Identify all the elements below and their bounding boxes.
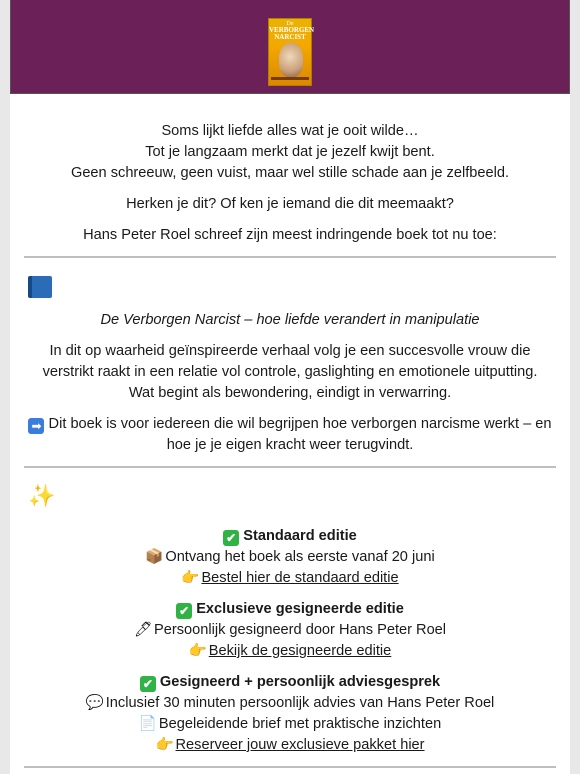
check-icon: ✔ [176,603,192,619]
pointing-hand-icon: 👉 [155,737,174,753]
pen-icon: 🖊 [133,622,153,638]
intro-question: Herken je dit? Of ken je iemand die dit meemaakt? [126,196,454,212]
intro-line: Geen schreeuw, geen vuist, maar wel stille schade aan je zelfbeeld. [70,165,510,181]
divider [24,466,556,468]
book-desc-line: verstrikt raakt in een relatie vol controle, gaslighting en emotionele uitputting. [42,364,538,380]
divider [24,766,556,768]
edition-standard [26,526,554,589]
book-title: De Verborgen Narcist – hoe liefde verandert in manipulatie [100,312,480,328]
document-icon: 📄 [138,716,157,732]
reserve-package-link[interactable]: Reserveer jouw exclusieve pakket hier [175,737,425,753]
sparkles-icon: ✨ [28,483,56,508]
package-icon: 📦 [145,549,164,565]
book-audience-cont: hoe je je eigen kracht weer terugvindt. [166,437,414,453]
edition-link-row [26,641,554,662]
edition-detail: 📦 Ontvang het boek als eerste vanaf 20 juni [26,547,554,568]
edition-detail: 🖊 Persoonlijk gesigneerd door Hans Peter Roel [26,620,554,641]
edition-signed-advice [26,672,554,756]
cover-band [271,77,309,80]
intro-line: Tot je langzaam merkt dat je jezelf kwijt bent. [145,144,435,160]
cover-title-main: VERBORGEN NARCIST [269,26,315,41]
check-icon: ✔ [223,530,239,546]
edition-title: ✔ Exclusieve gesigneerde editie [26,599,554,620]
order-standard-link[interactable]: Bestel hier de standaard editie [201,570,399,586]
edition-link-row [26,735,554,756]
intro-lead: Hans Peter Roel schreef zijn meest indringende boek tot nu toe: [83,227,497,243]
edition-link-row [26,568,554,589]
edition-title: ✔ Gesigneerd + persoonlijk adviesgesprek [26,672,554,693]
book-audience: ➡ Dit boek is voor iedereen die wil begrijpen hoe verborgen narcisme werkt – en [26,414,554,435]
sparkles-row [26,478,554,514]
pointing-hand-icon: 👉 [188,643,207,659]
arrow-right-icon: ➡ [28,418,44,434]
book-cover-image[interactable] [268,18,315,86]
edition-detail: 📄 Begeleidende brief met praktische inzichten [26,714,554,735]
check-icon: ✔ [140,676,156,692]
view-signed-link[interactable]: Bekijk de gesigneerde editie [208,643,392,659]
intro-line: Soms lijkt liefde alles wat je ooit wilde… [161,123,419,139]
main-content [10,94,570,768]
speech-bubble-icon: 💬 [85,695,104,711]
cover-title-small: De [286,21,294,27]
book-desc-line: Wat begint als bewondering, eindigt in verwarring. [128,385,452,401]
pointing-hand-icon: 👉 [181,570,200,586]
book-desc-line: In dit op waarheid geïnspireerde verhaal volg je een succesvolle vrouw die [49,343,531,359]
edition-detail: 💬 Inclusief 30 minuten persoonlijk advies van Hans Peter Roel [26,693,554,714]
book-icon [28,276,52,298]
cover-portrait [279,43,303,77]
intro-section [26,94,554,246]
divider [24,256,556,258]
edition-signed [26,599,554,662]
book-emoji-row [26,268,554,304]
email-body [10,0,570,774]
edition-title: ✔ Standaard editie [26,526,554,547]
header-banner [10,0,570,94]
